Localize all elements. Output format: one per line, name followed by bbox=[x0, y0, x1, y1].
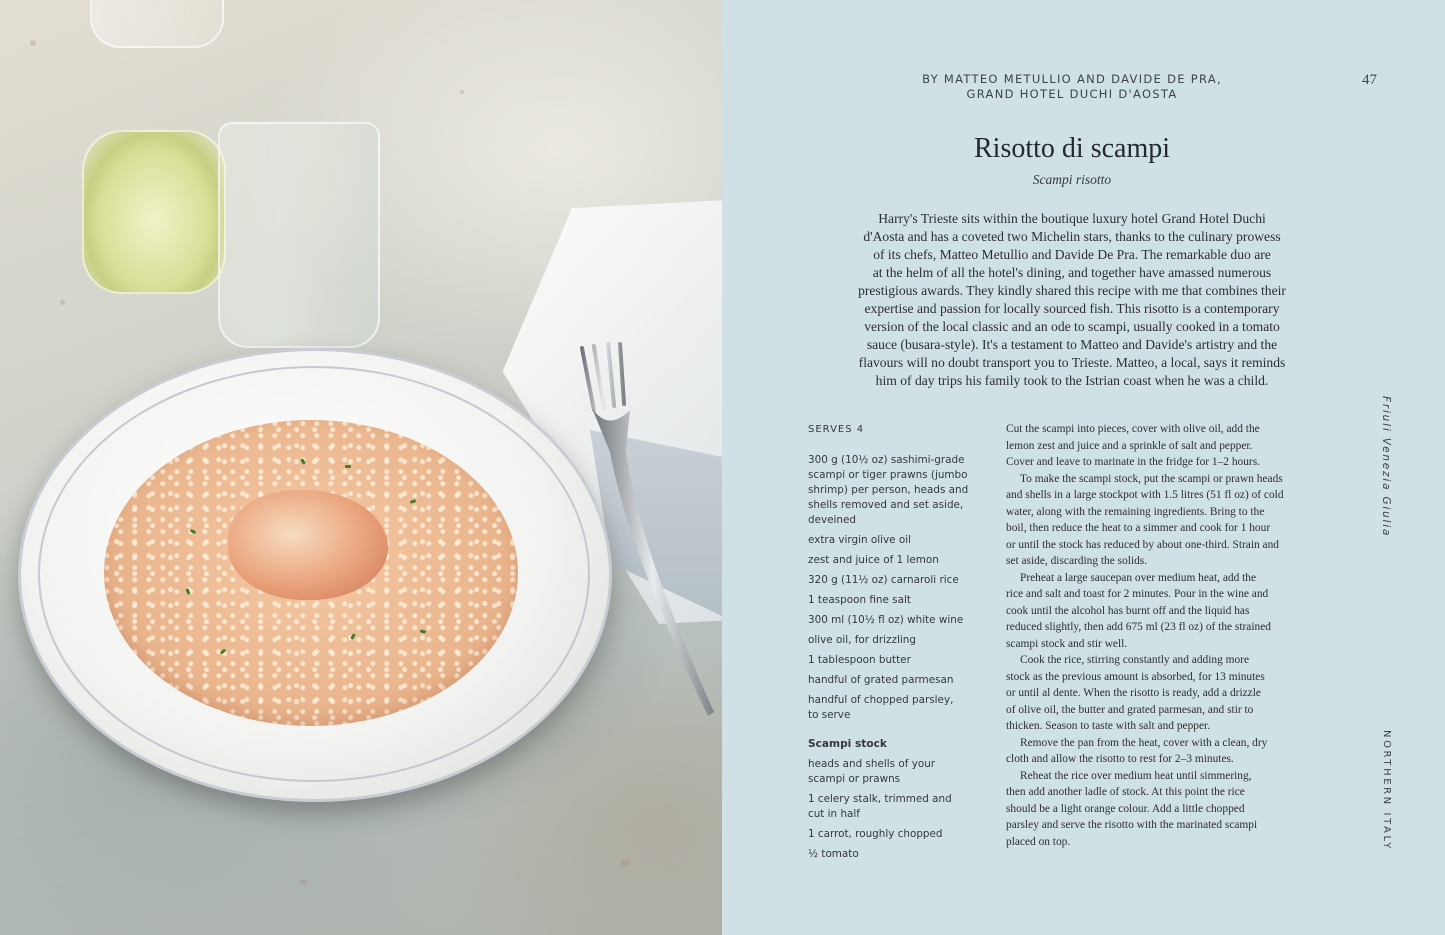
ingredient-item bbox=[808, 792, 980, 822]
text-line: and shells in a large stockpot with 1.5 litres (51 fl oz) of cold bbox=[1006, 489, 1284, 501]
text-line: handful of grated parmesan bbox=[808, 674, 954, 686]
text-line: shrimp) per person, heads and bbox=[808, 484, 969, 496]
text-line: of its chefs, Matteo Metullio and Davide De Pra. The remarkable duo are bbox=[873, 247, 1271, 262]
main-ingredients bbox=[808, 453, 980, 723]
ingredient-item bbox=[808, 653, 980, 668]
text-line: should be a light orange colour. Add a little chopped bbox=[1006, 802, 1245, 815]
scampi-garnish bbox=[228, 490, 388, 600]
text-line: 1 teaspoon fine salt bbox=[808, 594, 911, 606]
method-paragraph bbox=[1006, 471, 1350, 570]
ingredient-item bbox=[808, 593, 980, 608]
ingredients-list bbox=[808, 422, 980, 867]
text-line: prestigious awards. They kindly shared this recipe with me that combines their bbox=[858, 283, 1286, 298]
text-line: placed on top. bbox=[1006, 835, 1071, 848]
ingredient-item bbox=[808, 533, 980, 548]
text-line: Preheat a large saucepan over medium heat, add the bbox=[1020, 571, 1257, 584]
method-text bbox=[1006, 421, 1350, 850]
text-line: at the helm of all the hotel's dining, and together have amassed numerous bbox=[872, 265, 1272, 280]
ingredient-item bbox=[808, 573, 980, 588]
area-label: NORTHERN ITALY bbox=[1381, 730, 1392, 851]
text-line: flavours will no doubt transport you to Trieste. Matteo, a local, says it reminds bbox=[858, 355, 1286, 370]
text-line: 300 g (10½ oz) sashimi-grade bbox=[808, 454, 965, 466]
text-line: To make the scampi stock, put the scampi or prawn heads bbox=[1020, 472, 1283, 485]
text-line: or until al dente. When the risotto is ready, add a drizzle bbox=[1006, 687, 1261, 699]
stock-ingredients bbox=[808, 757, 980, 862]
text-line: boil, then reduce the heat to a simmer and cook for 1 hour bbox=[1006, 522, 1271, 534]
text-line: ½ tomato bbox=[808, 848, 859, 860]
recipe-intro bbox=[814, 210, 1330, 390]
text-line: rice and salt and toast for 2 minutes. Pour in the wine and bbox=[1006, 588, 1269, 600]
text-line: Remove the pan from the heat, cover with a clean, dry bbox=[1020, 736, 1268, 749]
recipe-page bbox=[722, 0, 1445, 935]
text-line: Reheat the rice over medium heat until simmering, bbox=[1020, 769, 1252, 782]
serves-label: SERVES 4 bbox=[808, 424, 865, 435]
wine-glass-rim bbox=[90, 0, 224, 48]
text-line: 1 carrot, roughly chopped bbox=[808, 828, 943, 840]
text-line: Cover and leave to marinate in the fridge for 1–2 hours. bbox=[1006, 456, 1260, 468]
byline bbox=[902, 72, 1242, 102]
region-label: Friuli Venezia Giulia bbox=[1380, 396, 1392, 538]
ingredient-item bbox=[808, 847, 980, 862]
text-line: reduced slightly, then add 675 ml (23 fl oz) of the strained bbox=[1006, 621, 1271, 633]
text-line: then add another ladle of stock. At this point the rice bbox=[1006, 786, 1245, 798]
text-line: of olive oil, the butter and grated parmesan, and stir to bbox=[1006, 703, 1254, 716]
text-line: Harry's Trieste sits within the boutique luxury hotel Grand Hotel Duchi bbox=[878, 211, 1266, 226]
ingredient-item bbox=[808, 613, 980, 628]
text-line: cloth and allow the risotto to rest for 2–3 minutes. bbox=[1006, 753, 1234, 765]
text-line: zest and juice of 1 lemon bbox=[808, 554, 939, 566]
text-line: water, along with the remaining ingredients. Bring to the bbox=[1006, 505, 1265, 518]
method-paragraph bbox=[1006, 421, 1350, 471]
text-line: version of the local classic and an ode to scampi, usually cooked in a tomato bbox=[864, 319, 1280, 334]
text-line: thicken. Season to taste with salt and pepper. bbox=[1006, 720, 1211, 732]
text-line: handful of chopped parsley, bbox=[808, 694, 954, 706]
text-line: Cook the rice, stirring constantly and adding more bbox=[1020, 654, 1250, 666]
ingredient-item bbox=[808, 453, 980, 528]
text-line: scampi or prawns bbox=[808, 773, 901, 785]
ingredient-item bbox=[808, 633, 980, 648]
text-line: d'Aosta and has a coveted two Michelin stars, thanks to the culinary prowess bbox=[863, 229, 1281, 244]
text-line: deveined bbox=[808, 514, 856, 526]
byline-line: BY MATTEO METULLIO AND DAVIDE DE PRA, bbox=[922, 72, 1222, 86]
method-paragraph bbox=[1006, 652, 1350, 735]
text-line: lemon zest and juice and a sprinkle of salt and pepper. bbox=[1006, 439, 1253, 452]
fork-icon bbox=[580, 340, 722, 725]
text-line: scampi or tiger prawns (jumbo bbox=[808, 469, 968, 481]
text-line: or until the stock has reduced by about one-third. Strain and bbox=[1006, 538, 1279, 551]
text-line: heads and shells of your bbox=[808, 758, 936, 770]
text-line: expertise and passion for locally sourced fish. This risotto is a contemporary bbox=[864, 301, 1280, 316]
method-paragraph bbox=[1006, 735, 1350, 768]
ingredient-item bbox=[808, 757, 980, 787]
text-line: 300 ml (10½ fl oz) white wine bbox=[808, 614, 964, 626]
ingredient-item bbox=[808, 553, 980, 568]
ingredient-item bbox=[808, 693, 980, 723]
risotto-photo bbox=[0, 0, 722, 935]
text-line: 1 celery stalk, trimmed and bbox=[808, 793, 952, 805]
recipe-subtitle: Scampi risotto bbox=[1032, 172, 1112, 187]
text-line: set aside, discarding the solids. bbox=[1006, 555, 1148, 567]
method-paragraph bbox=[1006, 768, 1350, 851]
text-line: extra virgin olive oil bbox=[808, 534, 911, 546]
text-line: cook until the alcohol has burnt off and the liquid has bbox=[1006, 604, 1250, 617]
text-line: shells removed and set aside, bbox=[808, 499, 964, 511]
recipe-title: Risotto di scampi bbox=[974, 133, 1170, 164]
text-line: 1 tablespoon butter bbox=[808, 654, 911, 666]
byline-line: GRAND HOTEL DUCHI D'AOSTA bbox=[966, 87, 1178, 101]
text-line: cut in half bbox=[808, 808, 860, 820]
water-glass bbox=[218, 122, 380, 348]
page-number: 47 bbox=[1362, 72, 1377, 88]
ingredient-item bbox=[808, 673, 980, 688]
parsley-fleck bbox=[345, 465, 351, 468]
text-line: Cut the scampi into pieces, cover with olive oil, add the bbox=[1006, 423, 1260, 435]
text-line: sauce (busara-style). It's a testament to Matteo and Davide's artistry and the bbox=[866, 337, 1278, 352]
text-line: him of day trips his family took to the Istrian coast when he was a child. bbox=[875, 373, 1269, 388]
ingredient-item bbox=[808, 827, 980, 842]
wine-glass bbox=[82, 130, 226, 294]
text-line: to serve bbox=[808, 709, 851, 721]
stock-heading: Scampi stock bbox=[808, 738, 887, 750]
text-line: olive oil, for drizzling bbox=[808, 634, 916, 646]
text-line: parsley and serve the risotto with the marinated scampi bbox=[1006, 819, 1258, 831]
text-line: 320 g (11½ oz) carnaroli rice bbox=[808, 574, 959, 586]
method-paragraph bbox=[1006, 570, 1350, 653]
text-line: stock as the previous amount is absorbed, for 13 minutes bbox=[1006, 670, 1265, 683]
text-line: scampi stock and stir well. bbox=[1006, 637, 1128, 650]
